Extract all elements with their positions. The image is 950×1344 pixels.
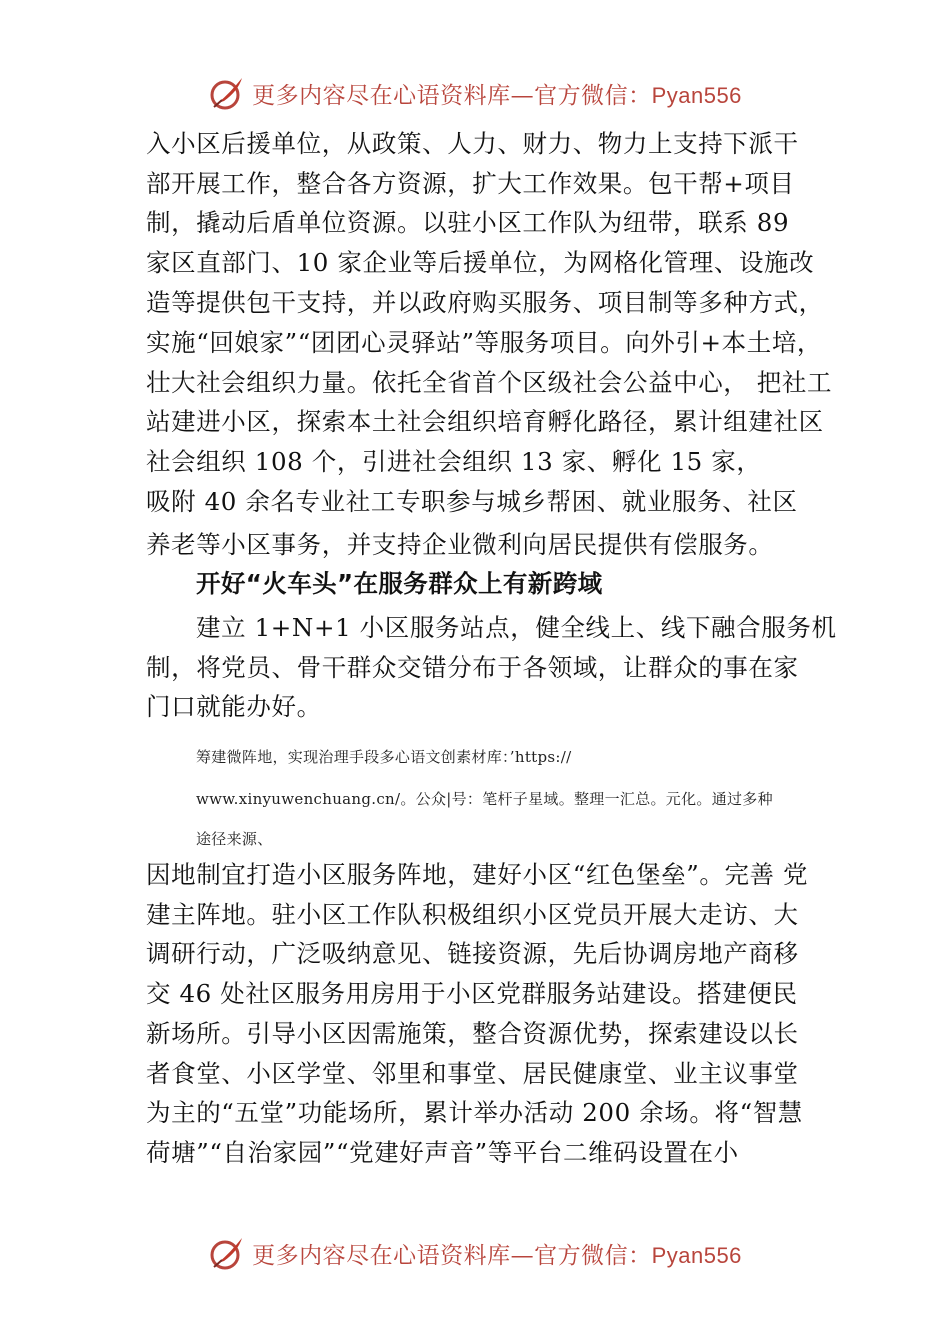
paragraph-line: 者食堂、小区学堂、邻里和事堂、居民健康堂、业主议事堂 bbox=[146, 1059, 799, 1088]
paragraph-line: 建主阵地。驻小区工作队积极组织小区党员开展大走访、大 bbox=[146, 900, 799, 929]
footer-banner bbox=[0, 1231, 950, 1275]
paragraph-line: 制，将党员、骨干群众交错分布于各领域，让群众的事在家 bbox=[146, 653, 799, 682]
paragraph-line: 为主的“五堂”功能场所，累计举办活动 200 余场。将“智慧 bbox=[146, 1098, 803, 1127]
quill-pen-logo-icon bbox=[208, 73, 248, 113]
paragraph-line: 交 46 处社区服务用房用于小区党群服务站建设。搭建便民 bbox=[146, 979, 798, 1008]
header-banner-label: 更多内容尽在心语资料库—官方微信： bbox=[252, 82, 652, 109]
paragraph-line: 壮大社会组织力量。依托全省首个区级社会公益中心， 把社工 bbox=[146, 368, 833, 397]
paragraph-line: 入小区后援单位，从政策、人力、财力、物力上支持下派干 bbox=[146, 129, 799, 158]
paragraph-line: 实施“回娘家”“团团心灵驿站”等服务项目。向外引+本土培， bbox=[146, 328, 823, 357]
header-wechat-id: Pyan556 bbox=[651, 82, 742, 108]
footer-banner-label: 更多内容尽在心语资料库—官方微信： bbox=[252, 1242, 652, 1269]
header-banner bbox=[0, 71, 950, 115]
paragraph-line: 调研行动，广泛吸纳意见、链接资源，先后协调房地产商移 bbox=[146, 939, 799, 968]
small-note-line: 筹建微阵地，实现治理手段多心语文创素材库：’https:// bbox=[196, 748, 572, 766]
small-note-line: www.xinyuwenchuang.cn/。公众|号：笔杆子星域。整理一汇总。元化。通过多种 bbox=[196, 790, 773, 808]
paragraph-line: 社会组织 108 个，引进社会组织 13 家、孵化 15 家， bbox=[146, 447, 762, 476]
small-note-line: 途径来源、 bbox=[196, 830, 273, 848]
paragraph-line: 制，撬动后盾单位资源。以驻小区工作队为纽带，联系 89 bbox=[146, 208, 790, 237]
quill-pen-logo-icon bbox=[208, 1233, 248, 1273]
footer-banner-text bbox=[252, 1237, 742, 1270]
paragraph-line: 因地制宜打造小区服务阵地，建好小区“红色堡垒”。完善 党 bbox=[146, 860, 809, 889]
paragraph-line: 建立 1+N+1 小区服务站点，健全线上、线下融合服务机 bbox=[196, 613, 837, 642]
paragraph-line: 荷塘”“自治家园”“党建好声音”等平台二维码设置在小 bbox=[146, 1138, 739, 1167]
section-heading: 开好“火车头”在服务群众上有新跨域 bbox=[196, 569, 603, 598]
paragraph-line: 新场所。引导小区因需施策，整合资源优势，探索建设以长 bbox=[146, 1019, 799, 1048]
header-banner-text bbox=[252, 77, 742, 110]
paragraph-line: 造等提供包干支持，并以政府购买服务、项目制等多种方式， bbox=[146, 288, 824, 317]
paragraph-line: 站建进小区，探索本土社会组织培育孵化路径，累计组建社区 bbox=[146, 407, 824, 436]
paragraph-line: 吸附 40 余名专业社工专职参与城乡帮困、就业服务、社区 bbox=[146, 487, 798, 516]
paragraph-line: 门口就能办好。 bbox=[146, 692, 322, 721]
paragraph-line: 养老等小区事务，并支持企业微利向居民提供有偿服务。 bbox=[146, 530, 774, 559]
footer-wechat-id: Pyan556 bbox=[651, 1242, 742, 1268]
paragraph-line: 部开展工作，整合各方资源，扩大工作效果。包干帮+项目 bbox=[146, 169, 795, 198]
paragraph-line: 家区直部门、10 家企业等后援单位，为网格化管理、设施改 bbox=[146, 248, 815, 277]
